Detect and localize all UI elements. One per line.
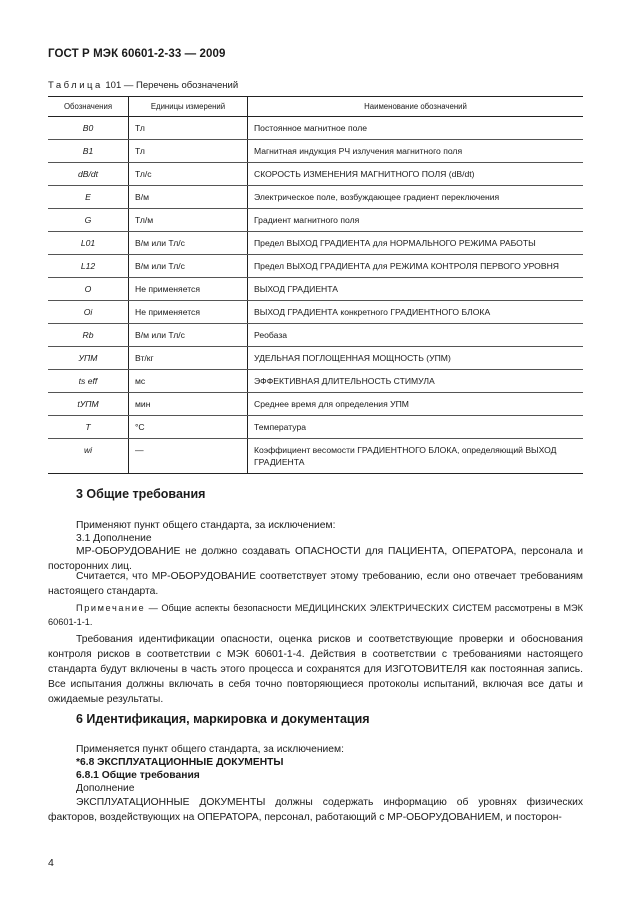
table-row xyxy=(48,117,583,140)
table-cell-unit: мин xyxy=(129,393,248,416)
table-cell-name: ВЫХОД ГРАДИЕНТА xyxy=(248,278,584,301)
column-header-unit: Единицы измерений xyxy=(129,97,248,117)
table-cell-name: Градиент магнитного поля xyxy=(248,209,584,232)
table-row xyxy=(48,347,583,370)
table-row xyxy=(48,370,583,393)
table-cell-unit: В/м или Тл/с xyxy=(129,255,248,278)
section-3-paragraph-3: Требования идентификации опасности, оценка рисков и соответствующие проверки и обоснования контроля рисков в соответствии с МЭК 60601-1-4. Действия в соответствии с требованиями настоящего стандарта будут включены в часть этого процесса и сохранятся для ИЗГОТОВИТЕЛЯ как постоянная запись. Все испытания должны включать в себя точно повторяющиеся протоколы испытаний, включая все даты и ожидаемые результаты. xyxy=(48,634,583,705)
table-row xyxy=(48,278,583,301)
table-cell-name: Электрическое поле, возбуждающее градиент переключения xyxy=(248,186,584,209)
table-cell-name: СКОРОСТЬ ИЗМЕНЕНИЯ МАГНИТНОГО ПОЛЯ (dB/dt) xyxy=(248,163,584,186)
table-cell-unit: мс xyxy=(129,370,248,393)
table-cell-name: Температура xyxy=(248,416,584,439)
table-cell-symbol: ts eff xyxy=(48,370,129,393)
section-3-paragraph-2: Считается, что МР-ОБОРУДОВАНИЕ соответствует этому требованию, если оно отвечает требованиям настоящего стандарта. xyxy=(48,571,583,597)
section-3-1-heading: 3.1 Дополнение xyxy=(76,533,152,544)
section-3-note xyxy=(48,601,583,629)
table-cell-name: Среднее время для определения УПМ xyxy=(248,393,584,416)
table-cell-symbol: T xyxy=(48,416,129,439)
table-row xyxy=(48,301,583,324)
table-cell-symbol: L12 xyxy=(48,255,129,278)
table-cell-unit: Тл xyxy=(129,117,248,140)
table-cell-unit: °С xyxy=(129,416,248,439)
table-cell-symbol: B1 xyxy=(48,140,129,163)
table-cell-unit: В/м или Тл/с xyxy=(129,232,248,255)
table-row xyxy=(48,140,583,163)
table-cell-unit: Вт/кг xyxy=(129,347,248,370)
section-6-addition-label: Дополнение xyxy=(76,783,135,794)
table-caption-text: 101 — Перечень обозначений xyxy=(102,80,239,91)
section-3-title: 3 Общие требования xyxy=(76,487,206,501)
table-cell-symbol: Oi xyxy=(48,301,129,324)
table-row xyxy=(48,416,583,439)
table-cell-symbol: B0 xyxy=(48,117,129,140)
table-row xyxy=(48,186,583,209)
document-header: ГОСТ Р МЭК 60601-2-33 — 2009 xyxy=(48,48,226,60)
section-6-paragraph-1: ЭКСПЛУАТАЦИОННЫЕ ДОКУМЕНТЫ должны содержать информацию об уровнях физических факторов, воздействующих на ОПЕРАТОРА, персонал, работающий с МР-ОБОРУДОВАНИЕМ, и посторон- xyxy=(48,797,583,823)
table-cell-name: Предел ВЫХОД ГРАДИЕНТА для РЕЖИМА КОНТРОЛЯ ПЕРВОГО УРОВНЯ xyxy=(248,255,584,278)
section-3-intro: Применяют пункт общего стандарта, за исключением: xyxy=(76,520,336,531)
table-cell-symbol: L01 xyxy=(48,232,129,255)
table-row xyxy=(48,255,583,278)
column-header-symbol: Обозначения xyxy=(48,97,129,117)
note-label: Примечание xyxy=(76,603,146,613)
table-row xyxy=(48,232,583,255)
table-cell-unit: В/м или Тл/с xyxy=(129,324,248,347)
table-row xyxy=(48,163,583,186)
table-cell-name: ЭФФЕКТИВНАЯ ДЛИТЕЛЬНОСТЬ СТИМУЛА xyxy=(248,370,584,393)
section-3-paragraph-1: МР-ОБОРУДОВАНИЕ не должно создавать ОПАСНОСТИ для ПАЦИЕНТА, ОПЕРАТОРА, персонала и посторонних лиц. xyxy=(48,546,583,572)
table-cell-unit: — xyxy=(129,439,248,474)
section-6-intro: Применяется пункт общего стандарта, за исключением: xyxy=(76,744,344,755)
table-cell-unit: Не применяется xyxy=(129,301,248,324)
table-cell-name: Постоянное магнитное поле xyxy=(248,117,584,140)
table-cell-unit: Тл/м xyxy=(129,209,248,232)
table-cell-symbol: O xyxy=(48,278,129,301)
table-cell-symbol: dB/dt xyxy=(48,163,129,186)
section-6-title: 6 Идентификация, маркировка и документация xyxy=(76,712,370,726)
table-cell-name: ВЫХОД ГРАДИЕНТА конкретного ГРАДИЕНТНОГО БЛОКА xyxy=(248,301,584,324)
table-row xyxy=(48,324,583,347)
table-caption-label: Таблица xyxy=(48,80,103,91)
page-number: 4 xyxy=(48,857,54,869)
symbols-table xyxy=(48,96,583,474)
table-cell-name: Предел ВЫХОД ГРАДИЕНТА для НОРМАЛЬНОГО РЕЖИМА РАБОТЫ xyxy=(248,232,584,255)
table-cell-name: УДЕЛЬНАЯ ПОГЛОЩЕННАЯ МОЩНОСТЬ (УПМ) xyxy=(248,347,584,370)
table-cell-name: Реобаза xyxy=(248,324,584,347)
table-caption xyxy=(48,80,238,91)
table-cell-symbol: G xyxy=(48,209,129,232)
table-cell-unit: Тл xyxy=(129,140,248,163)
table-cell-symbol: E xyxy=(48,186,129,209)
table-cell-name: Коэффициент весомости ГРАДИЕНТНОГО БЛОКА, определяющий ВЫХОД ГРАДИЕНТА xyxy=(248,439,584,474)
note-text: — Общие аспекты безопасности МЕДИЦИНСКИХ ЭЛЕКТРИЧЕСКИХ СИСТЕМ рассмотрены в МЭК 60601-1-1. xyxy=(48,603,583,627)
table-cell-symbol: tУПМ xyxy=(48,393,129,416)
section-6-8-1-heading: 6.8.1 Общие требования xyxy=(76,770,200,781)
table-cell-unit: Тл/с xyxy=(129,163,248,186)
table-header-row xyxy=(48,97,583,117)
table-row xyxy=(48,439,583,474)
table-cell-symbol: wi xyxy=(48,439,129,474)
table-row xyxy=(48,393,583,416)
table-cell-unit: Не применяется xyxy=(129,278,248,301)
table-body xyxy=(48,117,583,474)
table-cell-symbol: УПМ xyxy=(48,347,129,370)
column-header-name: Наименование обозначений xyxy=(248,97,584,117)
table-cell-unit: В/м xyxy=(129,186,248,209)
table-row xyxy=(48,209,583,232)
table-cell-symbol: Rb xyxy=(48,324,129,347)
section-6-8-heading: *6.8 ЭКСПЛУАТАЦИОННЫЕ ДОКУМЕНТЫ xyxy=(76,757,284,768)
table-cell-name: Магнитная индукция РЧ излучения магнитного поля xyxy=(248,140,584,163)
